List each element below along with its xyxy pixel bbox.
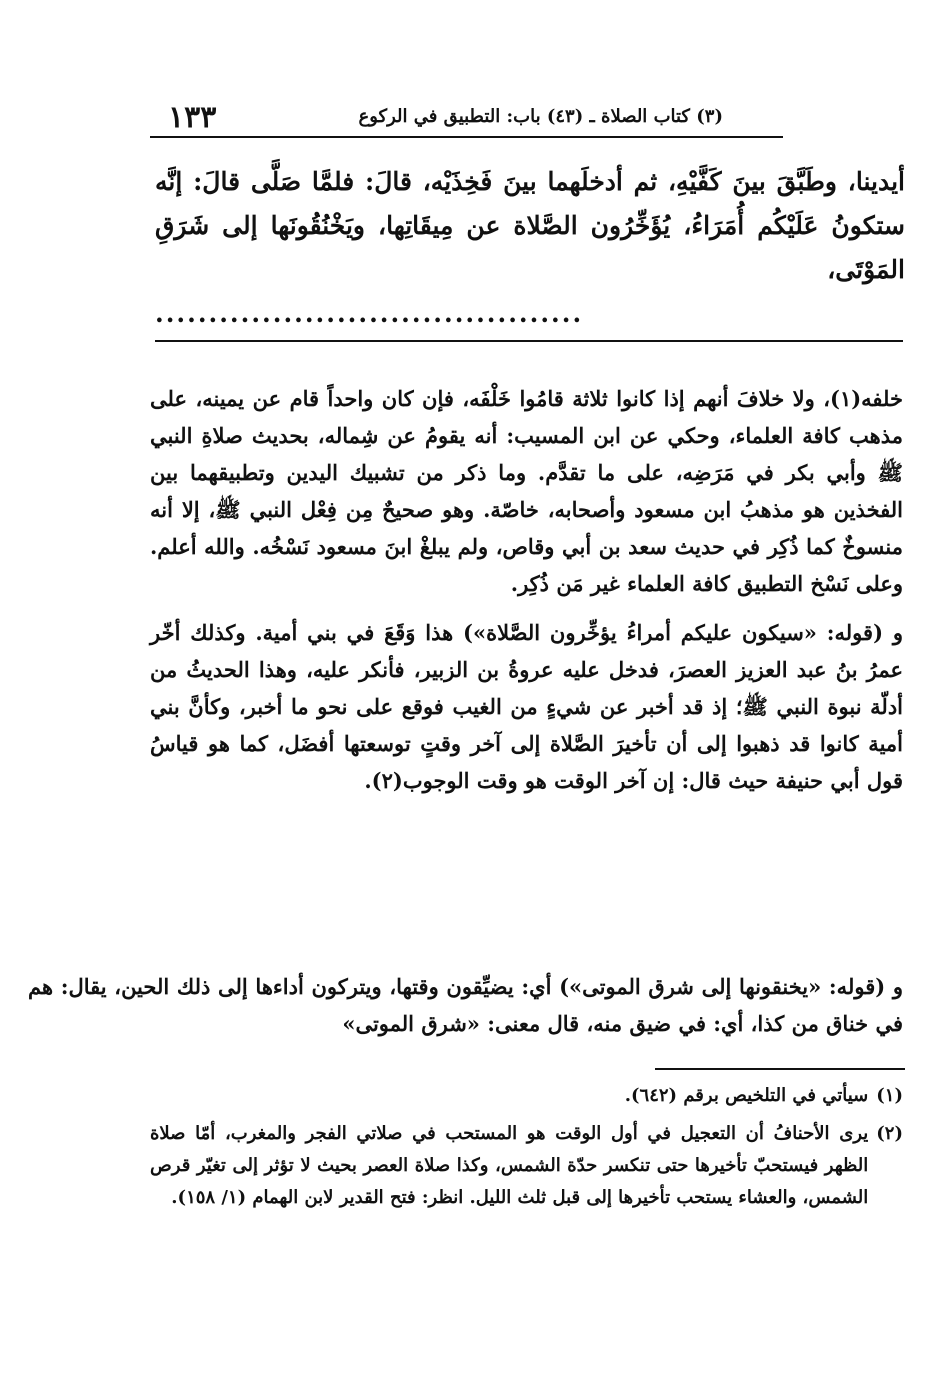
section-divider (155, 340, 903, 342)
footnotes (150, 1080, 903, 1220)
ellipsis-dots: ........................................ (155, 299, 584, 328)
running-head: (٣) كتاب الصلاة ـ (٤٣) باب: التطبيق في الركوع (358, 106, 723, 127)
hadith-text: أيدينا، وطَبَّقَ بينَ كَفَّيْهِ، ثم أدخلَهما بينَ فَخِذَيْه، قالَ: فلمَّا صَلَّى قالَ: إنَّه ستكونُ عَلَيْكُم أُمَرَاءُ، يُؤَخِّرُون الصَّلاة عن مِيقَاتِها، ويَخْنُقُونَها إلى شَرَقِ المَوْتَى، (155, 167, 905, 284)
commentary-paragraph-2: و (قوله: «سيكون عليكم أمراءُ يؤخِّرون الصَّلاة») هذا وَقَعَ في بني أمية. وكذلك أخّر عمرُ بنُ عبد العزيز العصرَ، فدخل عليه عروةُ بن الزبير، فأنكر عليه، وهذا الحديثُ من أدلّة نبوة النبي ﷺ؛ إذ قد أخبر عن شيءٍ من الغيب فوقع على نحو ما أخبر، وكأنَّ بني أمية كانوا قد ذهبوا إلى أن تأخيرَ الصَّلاة إلى آخر وقتٍ توسعتها أفضَل، كما هو قياسُ قول أبي حنيفة حيث قال: إن آخر الوقت هو وقت الوجوب(٢). (150, 620, 903, 793)
page-number: ١٣٣ (168, 100, 217, 135)
footnote-number: (١) (876, 1085, 903, 1106)
commentary-block-wide (28, 968, 903, 1042)
footnote-number: (٢) (876, 1123, 903, 1144)
footnote-1 (150, 1080, 903, 1112)
page-header (150, 96, 783, 138)
footnote-2 (150, 1118, 903, 1214)
commentary-paragraph-1: خلفه(١)، ولا خلافَ أنهم إذا كانوا ثلاثة قامُوا خَلْفَه، فإن كان واحداً قام عن يمينه، على مذهب كافة العلماء، وحكي عن ابن المسيب: أنه يقومُ عن شِماله، بحديث صلاةِ النبي ﷺ وأبي بكر في مَرَضِه، على ما تقدَّم. وما ذكر من تشبيك اليدين وتطبيقهما بين الفخذين هو مذهبُ ابن مسعود وأصحابه، خاصّة. وهو صحيحٌ مِن فِعْل النبي ﷺ، إلا أنه منسوخٌ كما ذُكِر في حديث سعد بن أبي وقاص، ولم يبلغْ ابنَ مسعود نَسْخُه. والله أعلم. وعلى نَسْخ التطبيق كافة العلماء غير مَن ذُكِر. (150, 386, 903, 596)
commentary-block (150, 380, 903, 811)
hadith-text-block (155, 160, 905, 336)
footnote-separator (655, 1068, 905, 1070)
footnote-text: يرى الأحنافُ أن التعجيل في أول الوقت هو المستحب في صلاتي الفجر والمغرب، أمّا صلاة الظهر فيستحبّ تأخيرها حتى تنكسر حدّة الشمس، وكذا صلاة العصر بحيث لا تؤثر إلى تغيّر قرص الشمس، والعشاء يستحب تأخيرها إلى قبل ثلث الليل. انظر: فتح القدير لابن الهمام (١/ ١٥٨). (150, 1123, 869, 1208)
footnote-text: سيأتي في التلخيص برقم (٦٤٢). (624, 1085, 869, 1106)
commentary-paragraph-3: و (قوله: «يخنقونها إلى شرق الموتى») أي: يضيِّقون وقتها، ويتركون أداءها إلى ذلك الحين، يقال: هم في خناق من كذا، أي: في ضيق منه، قال معنى: «شرق الموتى» (28, 974, 903, 1036)
